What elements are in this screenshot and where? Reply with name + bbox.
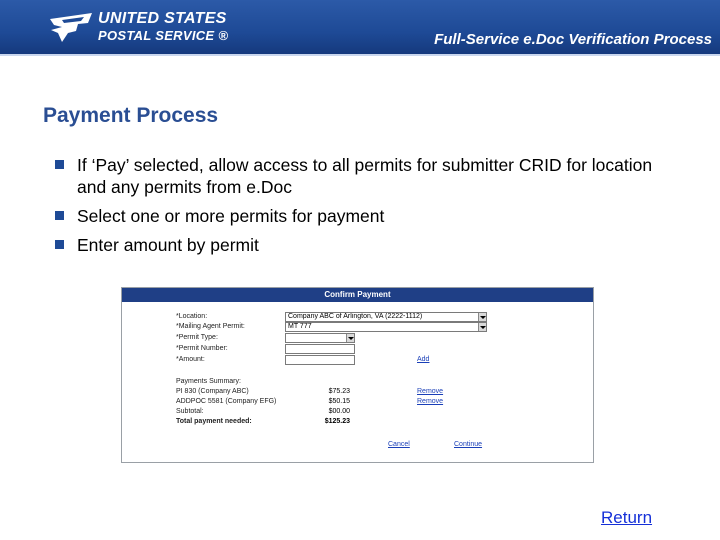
continue-link[interactable]: Continue <box>454 441 483 448</box>
location-label: *Location: <box>176 313 208 320</box>
mailing-agent-permit-select[interactable] <box>285 322 487 332</box>
amount-input[interactable] <box>285 355 355 365</box>
header-banner <box>0 0 720 56</box>
add-link[interactable]: Add <box>417 356 430 363</box>
return-link[interactable]: Return <box>601 508 653 527</box>
chevron-down-icon[interactable] <box>346 334 354 342</box>
eagle-logo-icon <box>48 11 94 45</box>
payments-summary-label: Payments Summary: <box>176 378 241 385</box>
confirm-payment-title: Confirm Payment <box>122 288 593 302</box>
confirm-payment-form <box>122 304 593 462</box>
remove-link[interactable]: Remove <box>417 388 444 395</box>
chevron-down-icon[interactable] <box>478 313 486 321</box>
bullet-square-icon <box>55 211 64 220</box>
location-select[interactable] <box>285 312 487 322</box>
cancel-link[interactable]: Cancel <box>388 441 410 448</box>
chevron-down-icon[interactable] <box>478 323 486 331</box>
subtotal-value: $00.00 <box>328 408 350 415</box>
bullet-text: Enter amount by permit <box>77 235 259 255</box>
location-value: Company ABC of Arlington, VA (2222-1112) <box>288 313 423 320</box>
bullet-item <box>55 205 665 227</box>
mailing-agent-permit-value: MT 777 <box>288 323 312 330</box>
permit-type-label: *Permit Type: <box>176 334 218 341</box>
bullet-item <box>55 154 665 198</box>
banner-title: Full-Service e.Doc Verification Process <box>434 31 712 48</box>
summary-row-label: PI 830 (Company ABC) <box>176 388 249 395</box>
mailing-agent-permit-label: *Mailing Agent Permit: <box>176 323 245 330</box>
bullet-square-icon <box>55 240 64 249</box>
bullet-list <box>55 154 665 263</box>
confirm-payment-screenshot <box>121 287 594 463</box>
amount-label: *Amount: <box>176 356 205 363</box>
remove-link[interactable]: Remove <box>417 398 444 405</box>
permit-number-label: *Permit Number: <box>176 345 228 352</box>
summary-row-amount: $50.15 <box>328 398 350 405</box>
permit-type-select[interactable] <box>285 333 355 343</box>
bullet-text: If ‘Pay’ selected, allow access to all permits for submitter CRID for location and any permits from e.Doc <box>77 155 653 197</box>
bullet-square-icon <box>55 160 64 169</box>
subtotal-label: Subtotal: <box>176 408 204 415</box>
usps-wordmark <box>98 10 228 44</box>
page-title: Payment Process <box>43 104 219 127</box>
bullet-text: Select one or more permits for payment <box>77 206 385 226</box>
bullet-item <box>55 234 665 256</box>
logo-line-2: POSTAL SERVICE ® <box>98 28 229 43</box>
summary-row-amount: $75.23 <box>328 388 350 395</box>
permit-number-input[interactable] <box>285 344 355 354</box>
summary-row-label: ADDPOC 5581 (Company EFG) <box>176 398 277 405</box>
logo-line-1: UNITED STATES <box>98 10 227 27</box>
total-label: Total payment needed: <box>176 418 252 425</box>
total-value: $125.23 <box>324 418 350 425</box>
